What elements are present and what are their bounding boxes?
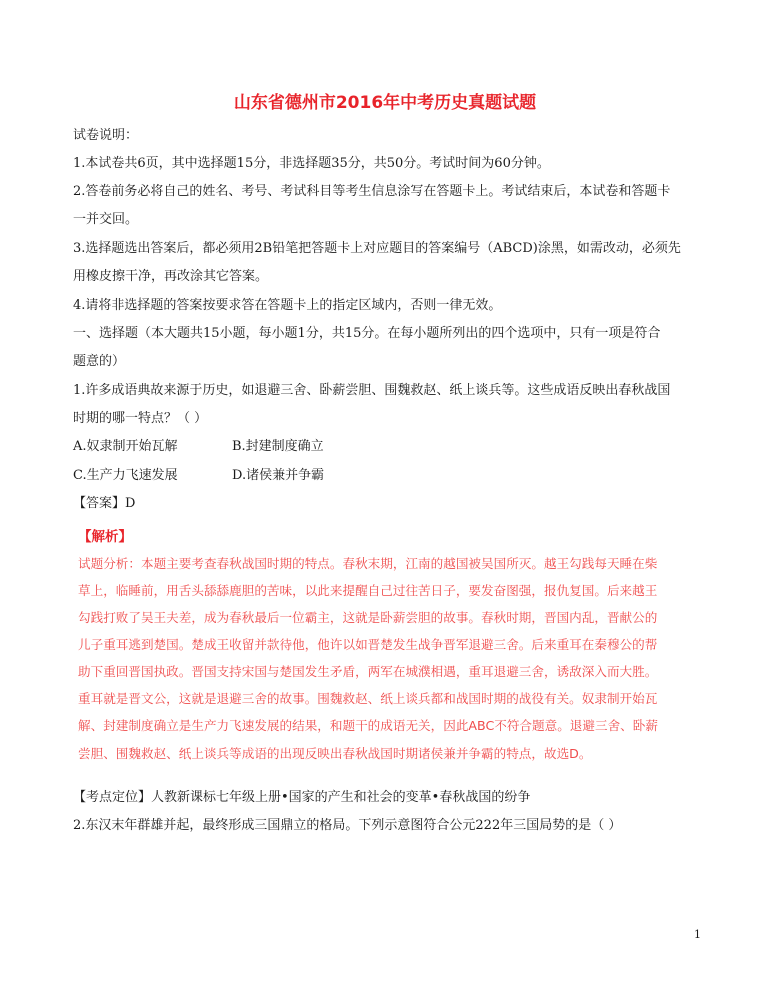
analysis-line: 解、封建制度确立是生产力飞速发展的结果，和题干的成语无关，因此ABC不符合题意。退避三舍、卧薪 (78, 718, 658, 733)
page-number: 1 (694, 928, 701, 941)
section-heading-cont: 题意的） (73, 354, 126, 369)
instruction-line: 一并交回。 (73, 212, 139, 227)
question-2-stem: 2.东汉末年群雄并起，最终形成三国鼎立的格局。下列示意图符合公元222年三国局势的是（ ） (73, 818, 622, 833)
analysis-line: 儿子重耳逃到楚国。楚成王收留并款待他，他许以如晋楚发生战争晋军退避三舍。后来重耳在秦穆公的帮 (78, 637, 658, 652)
kaodian-line: 【考点定位】人教新课标七年级上册•国家的产生和社会的变革•春秋战国的纷争 (73, 790, 531, 805)
option-c: C.生产力飞速发展 (73, 468, 178, 483)
instructions-heading: 试卷说明： (73, 128, 139, 143)
instruction-line: 2.答卷前务必将自己的姓名、考号、考试科目等考生信息涂写在答题卡上。考试结束后，本试卷和答题卡 (73, 184, 671, 199)
analysis-line: 勾践打败了吴王夫差，成为春秋最后一位霸主，这就是卧薪尝胆的故事。春秋时期，晋国内乱，晋献公的 (78, 610, 658, 625)
analysis-line: 试题分析：本题主要考查春秋战国时期的特点。春秋末期，江南的越国被吴国所灭。越王勾践每天睡在柴 (78, 556, 658, 571)
analysis-label: 【解析】 (78, 529, 132, 545)
analysis-line: 重耳就是晋文公，这就是退避三舍的故事。围魏救赵、纸上谈兵都和战国时期的战役有关。奴隶制开始瓦 (78, 691, 658, 706)
instruction-line: 3.选择题选出答案后，都必须用2B铅笔把答题卡上对应题目的答案编号（ABCD)涂黑，如需改动，必须先 (73, 241, 681, 256)
page-title: 山东省德州市2016年中考历史真题试题 (233, 93, 537, 113)
option-d: D.诸侯兼并争霸 (232, 468, 325, 483)
option-b: B.封建制度确立 (232, 439, 324, 454)
analysis-line: 草上，临睡前，用舌头舔舔鹿胆的苦味，以此来提醒自己过往苦日子，要发奋图强，报仇复国。后来越王 (78, 583, 658, 598)
answer-line: 【答案】D (73, 496, 136, 511)
question-1-stem-cont: 时期的哪一特点？（ ） (73, 411, 208, 426)
option-a: A.奴隶制开始瓦解 (73, 439, 178, 454)
instruction-line: 用橡皮擦干净，再改涂其它答案。 (73, 269, 269, 284)
section-heading: 一、选择题（本大题共15小题，每小题1分，共15分。在每小题所列出的四个选项中，只有一项是符合 (73, 326, 661, 341)
analysis-line: 助下重回晋国执政。晋国支持宋国与楚国发生矛盾，两军在城濮相遇，重耳退避三舍，诱敌深入而大胜。 (78, 664, 658, 679)
analysis-line: 尝胆、围魏救赵、纸上谈兵等成语的出现反映出春秋战国时期诸侯兼并争霸的特点，故选D。 (78, 746, 592, 761)
instruction-line: 1.本试卷共6页，其中选择题15分，非选择题35分，共50分。考试时间为60分钟。 (73, 156, 550, 171)
instruction-line: 4.请将非选择题的答案按要求答在答题卡上的指定区域内，否则一律无效。 (73, 298, 502, 313)
question-1-stem: 1.许多成语典故来源于历史，如退避三舍、卧薪尝胆、围魏救赵、纸上谈兵等。这些成语反映出春秋战国 (73, 383, 671, 398)
